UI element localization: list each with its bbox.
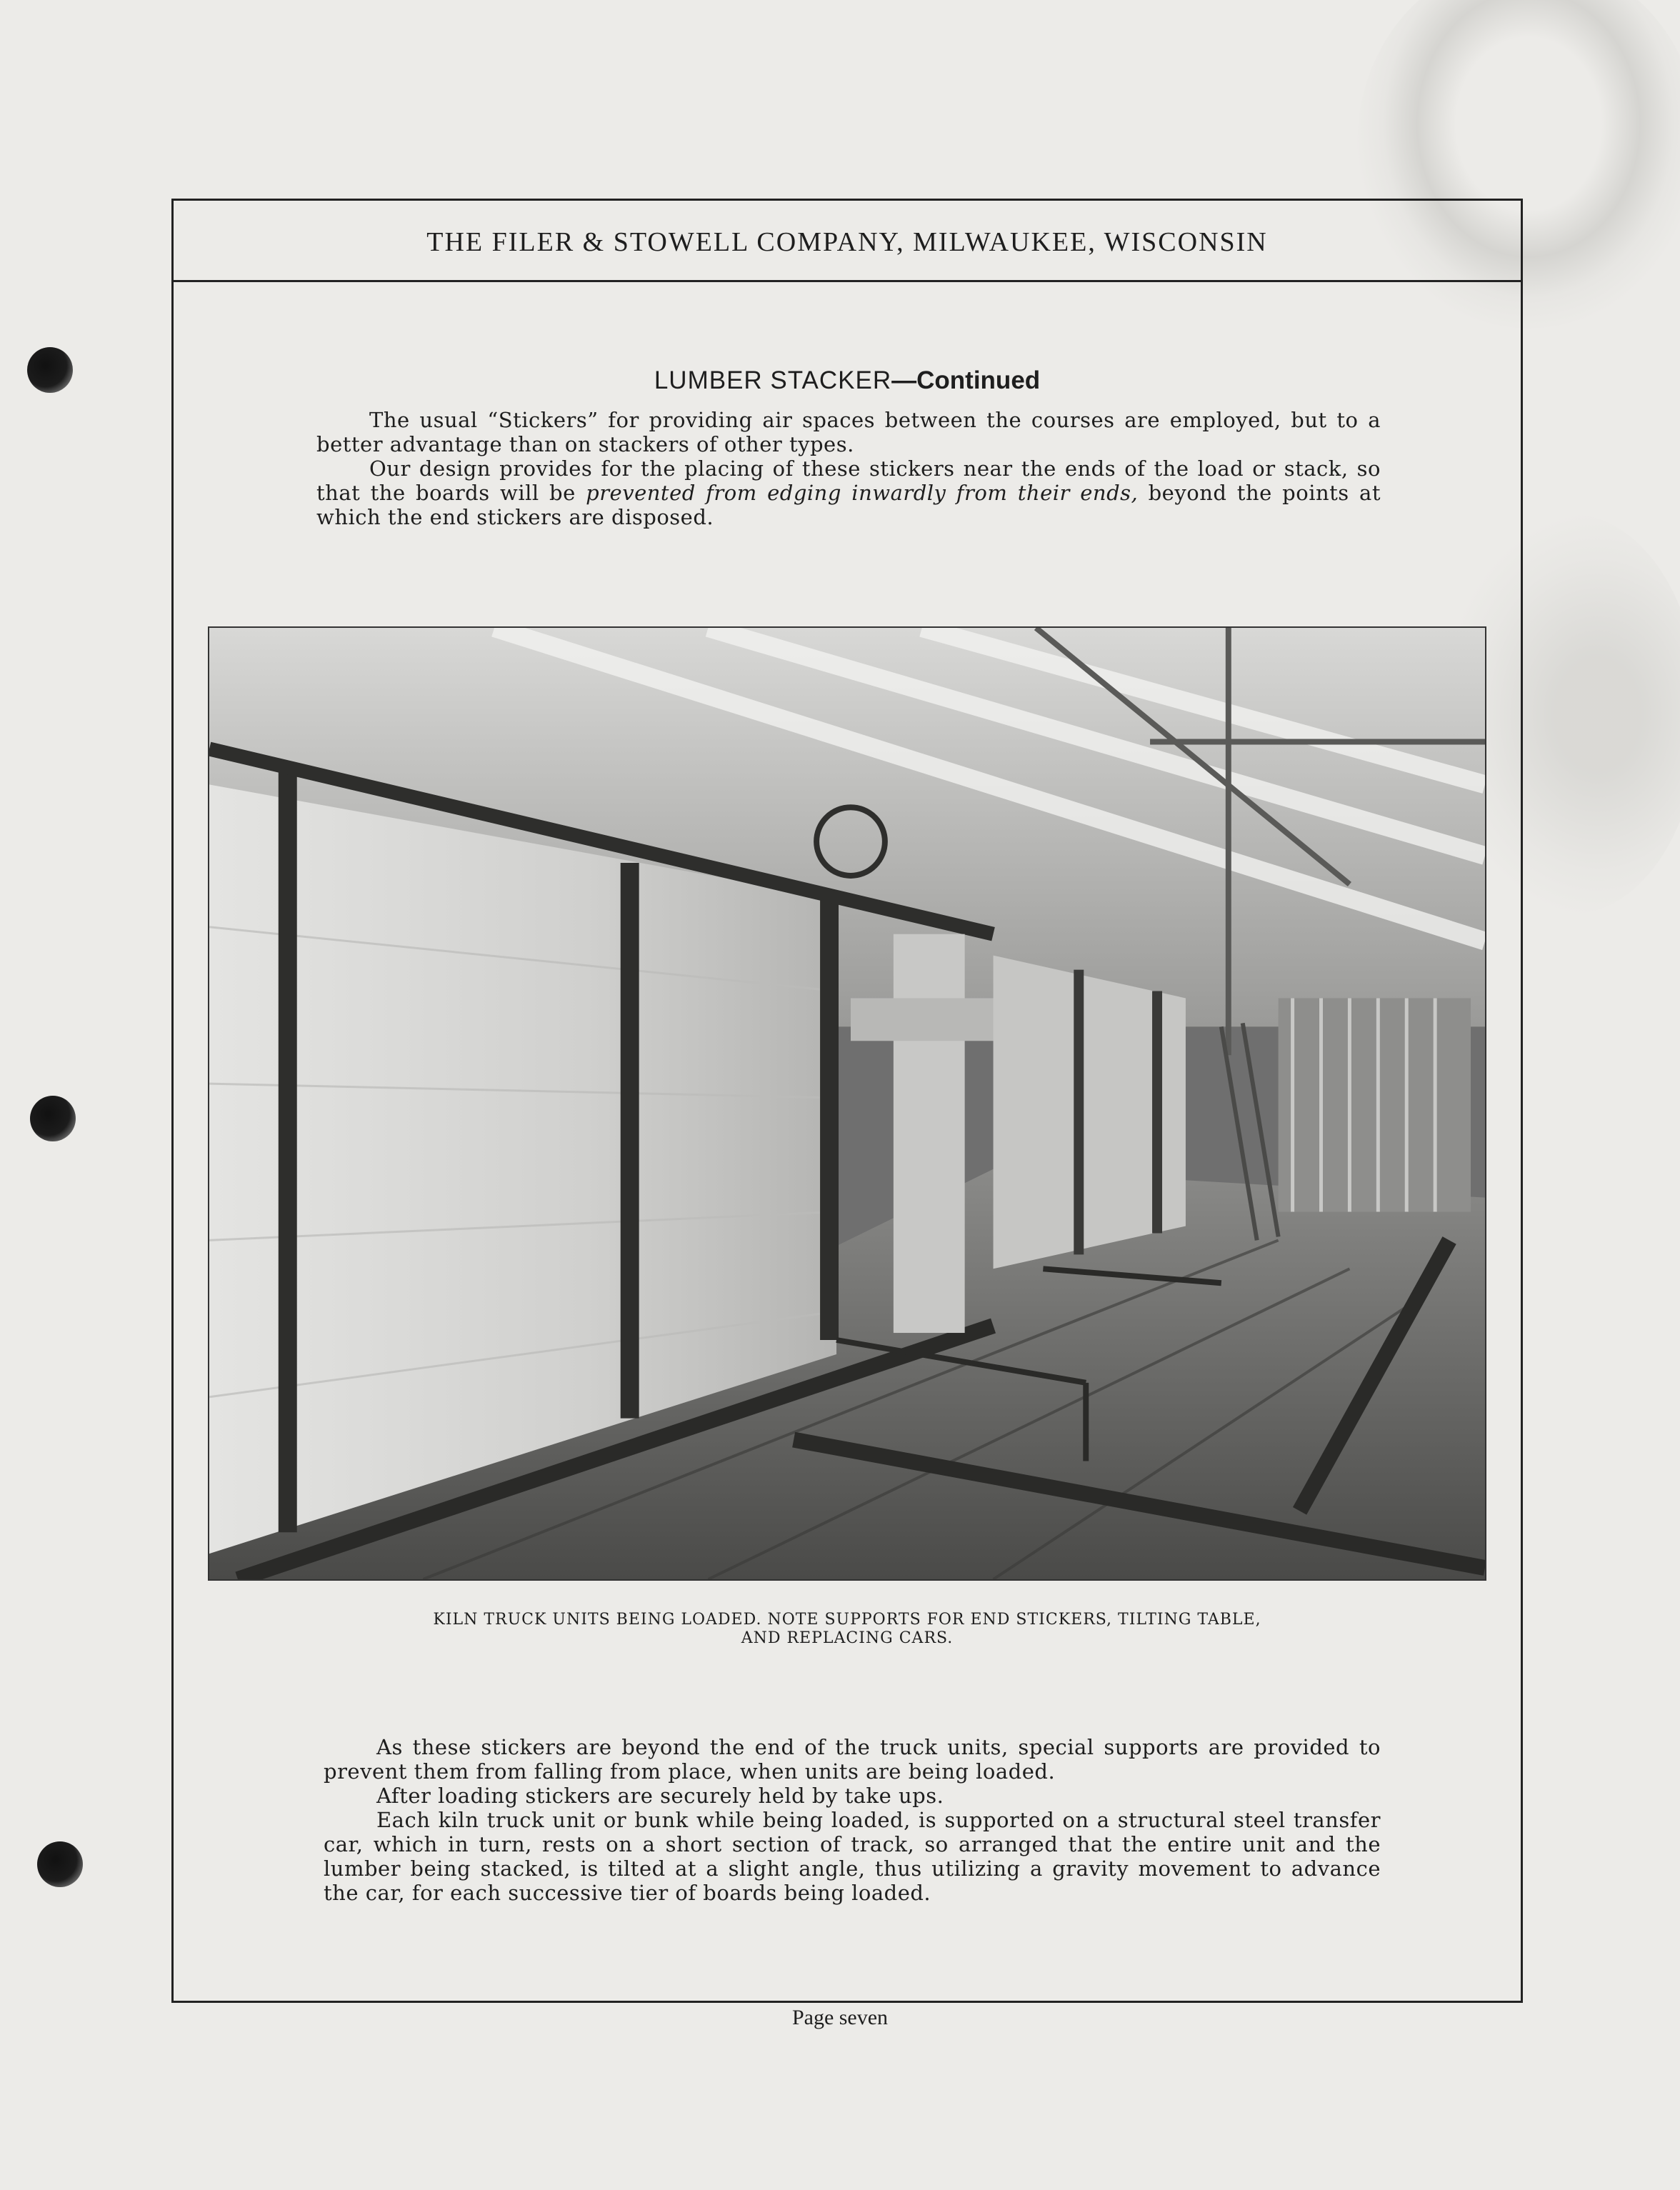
kiln-truck-photo [208,626,1486,1581]
section-title-suffix: —Continued [891,366,1041,394]
body-paragraph-3: Each kiln truck unit or bunk while being loaded, is supported on a structural steel transfer car, which in turn, rests on a short section of track, so arranged that the entire unit and the lumber being stacked, is tilted at a slight angle, thus utilizing a gravity movement to advance the car, for each successive tier of boards being loaded. [324,1808,1381,1905]
binder-hole-top [27,347,73,393]
binder-hole-bottom [37,1841,83,1887]
body-paragraph-1: As these stickers are beyond the end of the truck units, special supports are provided to prevent them from falling from place, when units are being loaded. [324,1735,1381,1784]
intro-paragraph-1: The usual “Stickers” for providing air spaces between the courses are employed, but to a better advantage than on stackers of other types. [316,408,1381,456]
page-frame [171,199,1523,2003]
section-title [174,366,1521,395]
photo-caption [274,1611,1421,1648]
caption-line-2: AND REPLACING CARS. [741,1629,954,1647]
emphasis-text: prevented from edging inwardly from their ends, [586,481,1139,505]
body-text [324,1735,1381,1905]
intro-paragraph-2: Our design provides for the placing of these stickers near the ends of the load or stack, so that the boards will be prevented from edging inwardly from their ends, beyond the points at which the end stickers are disposed. [316,456,1381,529]
caption-line-1: KILN TRUCK UNITS BEING LOADED. NOTE SUPPORTS FOR END STICKERS, TILTING TABLE, [433,1611,1261,1629]
page-number: Page seven [791,2006,889,2029]
body-paragraph-2: After loading stickers are securely held by take ups. [376,1784,944,1808]
intro-text [316,408,1381,529]
kiln-truck-photo-illustration [209,628,1485,1579]
section-title-text: LUMBER STACKER [654,366,892,394]
page-header [174,201,1521,282]
binder-hole-middle [30,1096,76,1141]
company-name: THE FILER & STOWELL COMPANY, MILWAUKEE, WISCONSIN [426,227,1268,257]
